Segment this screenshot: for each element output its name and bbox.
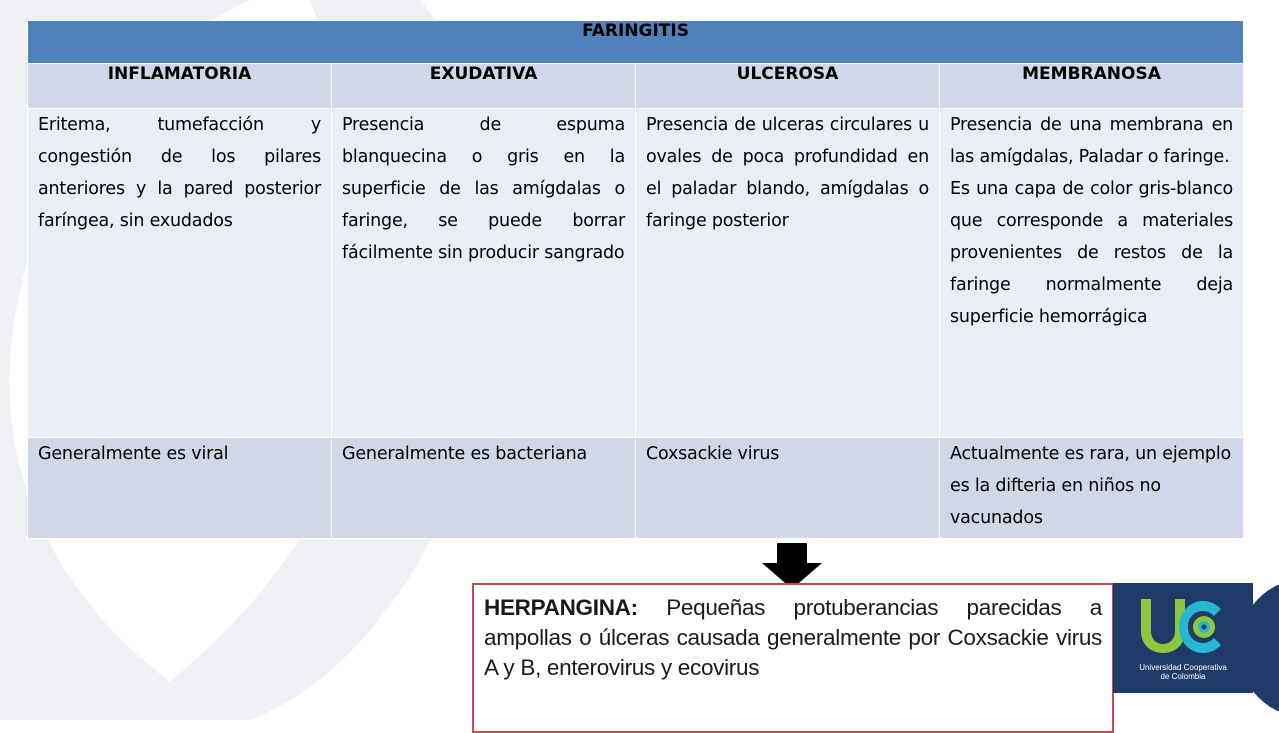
logo-text-line2: de Colombia <box>1160 672 1206 681</box>
desc-inflamatoria: Eritema, tumefacción y congestión de los pilares anteriores y la pared posterior faríngea, sin exudados <box>28 109 332 438</box>
desc-membranosa <box>940 109 1244 438</box>
desc-membranosa-main: Presencia de una membrana en las amígdalas, Paladar o faringe. <box>950 115 1234 167</box>
faringitis-table <box>27 20 1244 539</box>
herpangina-box <box>472 583 1114 733</box>
desc-exudativa: Presencia de espuma blanquecina o gris en la superficie de las amígdalas o faringe, se puede borrar fácilmente sin producir sangrado <box>332 109 636 438</box>
col-header-inflamatoria: INFLAMATORIA <box>28 64 332 109</box>
col-header-membranosa: MEMBRANOSA <box>940 64 1244 109</box>
logo-text-line1: Universidad Cooperativa <box>1139 663 1227 672</box>
col-header-exudativa: EXUDATIVA <box>332 64 636 109</box>
cause-inflamatoria: Generalmente es viral <box>28 438 332 539</box>
ucc-logo <box>1113 583 1253 693</box>
table-row-description <box>28 109 1244 438</box>
col-header-ulcerosa: ULCEROSA <box>636 64 940 109</box>
table-title: FARINGITIS <box>28 21 1244 64</box>
desc-membranosa-extra: Es una capa de color gris-blanco que corresponde a materiales provenientes de restos de la faringe normalmente deja superficie hemorrágica <box>950 179 1234 327</box>
cause-exudativa: Generalmente es bacteriana <box>332 438 636 539</box>
herpangina-label: HERPANGINA: <box>484 595 638 620</box>
cause-ulcerosa: Coxsackie virus <box>636 438 940 539</box>
ucc-logo-icon <box>1113 587 1253 667</box>
cause-membranosa: Actualmente es rara, un ejemplo es la difteria en niños no vacunados <box>940 438 1244 539</box>
herpangina-text: Pequeñas protuberancias parecidas a ampollas o úlceras causada generalmente por Coxsackie virus A y B, enterovirus y ecovirus <box>484 595 1102 680</box>
table-row-cause <box>28 438 1244 539</box>
desc-ulcerosa: Presencia de ulceras circulares u ovales de poca profundidad en el paladar blando, amígdalas o faringe posterior <box>636 109 940 438</box>
